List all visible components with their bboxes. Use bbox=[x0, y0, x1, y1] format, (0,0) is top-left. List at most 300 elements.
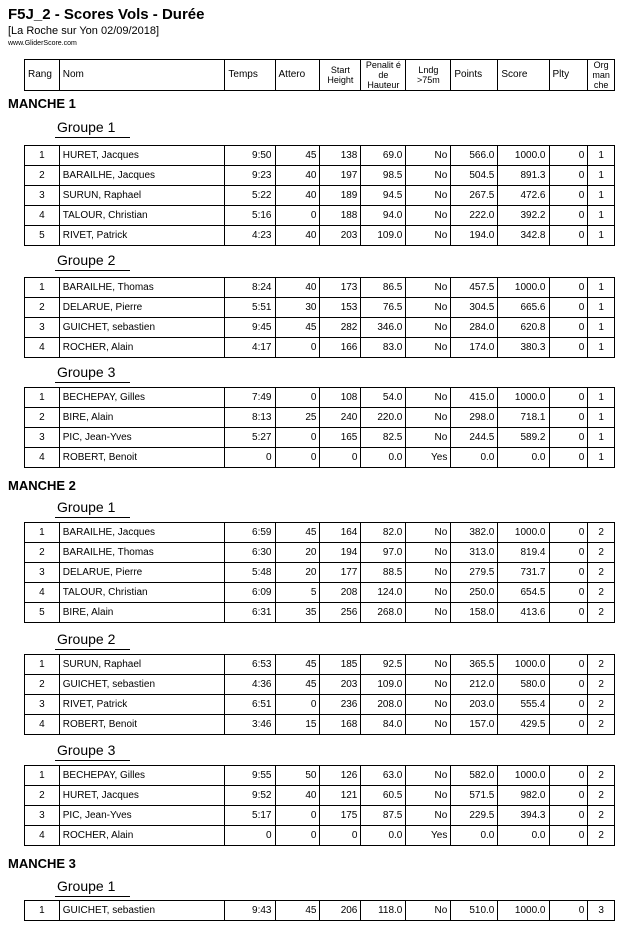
landing-over-75-cell: No bbox=[406, 523, 451, 543]
landing-cell: 0 bbox=[275, 206, 320, 226]
penalty-cell: 0 bbox=[549, 318, 588, 338]
rank-cell: 4 bbox=[25, 583, 60, 603]
start-height-cell: 185 bbox=[320, 655, 361, 675]
score-cell: 1000.0 bbox=[498, 901, 549, 921]
table-row bbox=[25, 901, 615, 921]
height-penalty-cell: 82.0 bbox=[361, 523, 406, 543]
results-table bbox=[24, 900, 615, 921]
name-cell: BECHEPAY, Gilles bbox=[59, 388, 225, 408]
penalty-cell: 0 bbox=[549, 298, 588, 318]
points-cell: 279.5 bbox=[451, 563, 498, 583]
results-table bbox=[24, 145, 615, 246]
points-cell: 244.5 bbox=[451, 428, 498, 448]
points-cell: 229.5 bbox=[451, 806, 498, 826]
height-penalty-cell: 124.0 bbox=[361, 583, 406, 603]
landing-cell: 5 bbox=[275, 583, 320, 603]
name-cell: BECHEPAY, Gilles bbox=[59, 766, 225, 786]
points-cell: 566.0 bbox=[451, 146, 498, 166]
height-penalty-cell: 86.5 bbox=[361, 278, 406, 298]
penalty-cell: 0 bbox=[549, 695, 588, 715]
height-penalty-cell: 0.0 bbox=[361, 448, 406, 468]
start-height-cell: 197 bbox=[320, 166, 361, 186]
rank-cell: 4 bbox=[25, 206, 60, 226]
rank-cell: 3 bbox=[25, 563, 60, 583]
round-cell: 3 bbox=[588, 901, 615, 921]
landing-over-75-cell: No bbox=[406, 901, 451, 921]
start-height-cell: 203 bbox=[320, 226, 361, 246]
landing-over-75-cell: No bbox=[406, 543, 451, 563]
table-row bbox=[25, 583, 615, 603]
height-penalty-cell: 208.0 bbox=[361, 695, 406, 715]
points-cell: 174.0 bbox=[451, 338, 498, 358]
event-subtitle: [La Roche sur Yon 02/09/2018] bbox=[8, 25, 160, 37]
start-height-cell: 165 bbox=[320, 428, 361, 448]
landing-cell: 45 bbox=[275, 901, 320, 921]
landing-cell: 45 bbox=[275, 318, 320, 338]
table-row bbox=[25, 826, 615, 846]
landing-over-75-cell: Yes bbox=[406, 826, 451, 846]
landing-cell: 0 bbox=[275, 826, 320, 846]
time-cell: 4:23 bbox=[225, 226, 275, 246]
score-cell: 982.0 bbox=[498, 786, 549, 806]
score-cell: 380.3 bbox=[498, 338, 549, 358]
table-row bbox=[25, 226, 615, 246]
landing-over-75-cell: No bbox=[406, 146, 451, 166]
landing-over-75-cell: No bbox=[406, 583, 451, 603]
landing-over-75-cell: No bbox=[406, 408, 451, 428]
rank-cell: 4 bbox=[25, 338, 60, 358]
landing-over-75-cell: No bbox=[406, 298, 451, 318]
col-header-rang: Rang bbox=[25, 60, 60, 91]
start-height-cell: 236 bbox=[320, 695, 361, 715]
points-cell: 382.0 bbox=[451, 523, 498, 543]
landing-over-75-cell: No bbox=[406, 563, 451, 583]
height-penalty-cell: 94.5 bbox=[361, 186, 406, 206]
start-height-cell: 175 bbox=[320, 806, 361, 826]
time-cell: 9:50 bbox=[225, 146, 275, 166]
table-row bbox=[25, 543, 615, 563]
score-cell: 654.5 bbox=[498, 583, 549, 603]
penalty-cell: 0 bbox=[549, 186, 588, 206]
score-cell: 665.6 bbox=[498, 298, 549, 318]
score-cell: 1000.0 bbox=[498, 655, 549, 675]
rank-cell: 5 bbox=[25, 226, 60, 246]
points-cell: 0.0 bbox=[451, 826, 498, 846]
points-cell: 212.0 bbox=[451, 675, 498, 695]
time-cell: 0 bbox=[225, 448, 275, 468]
table-row bbox=[25, 388, 615, 408]
start-height-cell: 208 bbox=[320, 583, 361, 603]
landing-cell: 40 bbox=[275, 186, 320, 206]
time-cell: 5:16 bbox=[225, 206, 275, 226]
time-cell: 6:09 bbox=[225, 583, 275, 603]
points-cell: 457.5 bbox=[451, 278, 498, 298]
round-cell: 2 bbox=[588, 563, 615, 583]
table-row bbox=[25, 186, 615, 206]
landing-cell: 45 bbox=[275, 146, 320, 166]
landing-over-75-cell: No bbox=[406, 318, 451, 338]
score-cell: 1000.0 bbox=[498, 278, 549, 298]
landing-over-75-cell: No bbox=[406, 603, 451, 623]
time-cell: 6:53 bbox=[225, 655, 275, 675]
name-cell: BARAILHE, Thomas bbox=[59, 543, 225, 563]
round-cell: 1 bbox=[588, 298, 615, 318]
penalty-cell: 0 bbox=[549, 543, 588, 563]
height-penalty-cell: 118.0 bbox=[361, 901, 406, 921]
time-cell: 3:46 bbox=[225, 715, 275, 735]
name-cell: BARAILHE, Jacques bbox=[59, 523, 225, 543]
height-penalty-cell: 54.0 bbox=[361, 388, 406, 408]
round-cell: 2 bbox=[588, 715, 615, 735]
start-height-cell: 189 bbox=[320, 186, 361, 206]
landing-cell: 50 bbox=[275, 766, 320, 786]
start-height-cell: 0 bbox=[320, 826, 361, 846]
height-penalty-cell: 88.5 bbox=[361, 563, 406, 583]
height-penalty-cell: 220.0 bbox=[361, 408, 406, 428]
start-height-cell: 240 bbox=[320, 408, 361, 428]
table-row bbox=[25, 428, 615, 448]
name-cell: TALOUR, Christian bbox=[59, 583, 225, 603]
start-height-cell: 164 bbox=[320, 523, 361, 543]
score-cell: 819.4 bbox=[498, 543, 549, 563]
start-height-cell: 194 bbox=[320, 543, 361, 563]
penalty-cell: 0 bbox=[549, 226, 588, 246]
penalty-cell: 0 bbox=[549, 428, 588, 448]
manche-title: MANCHE 3 bbox=[8, 856, 76, 871]
score-cell: 589.2 bbox=[498, 428, 549, 448]
landing-cell: 25 bbox=[275, 408, 320, 428]
penalty-cell: 0 bbox=[549, 675, 588, 695]
name-cell: TALOUR, Christian bbox=[59, 206, 225, 226]
table-row bbox=[25, 338, 615, 358]
start-height-cell: 153 bbox=[320, 298, 361, 318]
score-cell: 580.0 bbox=[498, 675, 549, 695]
landing-cell: 45 bbox=[275, 675, 320, 695]
landing-cell: 40 bbox=[275, 226, 320, 246]
landing-cell: 45 bbox=[275, 523, 320, 543]
rank-cell: 4 bbox=[25, 448, 60, 468]
round-cell: 1 bbox=[588, 428, 615, 448]
table-row bbox=[25, 603, 615, 623]
time-cell: 9:52 bbox=[225, 786, 275, 806]
round-cell: 2 bbox=[588, 583, 615, 603]
round-cell: 2 bbox=[588, 523, 615, 543]
start-height-cell: 203 bbox=[320, 675, 361, 695]
time-cell: 0 bbox=[225, 826, 275, 846]
time-cell: 9:43 bbox=[225, 901, 275, 921]
penalty-cell: 0 bbox=[549, 408, 588, 428]
table-row bbox=[25, 298, 615, 318]
rank-cell: 1 bbox=[25, 655, 60, 675]
points-cell: 157.0 bbox=[451, 715, 498, 735]
score-cell: 392.2 bbox=[498, 206, 549, 226]
table-row bbox=[25, 408, 615, 428]
landing-cell: 0 bbox=[275, 695, 320, 715]
score-cell: 429.5 bbox=[498, 715, 549, 735]
rank-cell: 2 bbox=[25, 408, 60, 428]
name-cell: SURUN, Raphael bbox=[59, 186, 225, 206]
start-height-cell: 138 bbox=[320, 146, 361, 166]
table-row bbox=[25, 278, 615, 298]
name-cell: HURET, Jacques bbox=[59, 786, 225, 806]
results-table bbox=[24, 765, 615, 846]
col-header-penalty-total: Plty bbox=[549, 60, 588, 91]
score-cell: 1000.0 bbox=[498, 388, 549, 408]
rank-cell: 5 bbox=[25, 603, 60, 623]
landing-over-75-cell: No bbox=[406, 428, 451, 448]
rank-cell: 3 bbox=[25, 806, 60, 826]
height-penalty-cell: 83.0 bbox=[361, 338, 406, 358]
results-table bbox=[24, 387, 615, 468]
penalty-cell: 0 bbox=[549, 603, 588, 623]
table-row bbox=[25, 766, 615, 786]
penalty-cell: 0 bbox=[549, 206, 588, 226]
start-height-cell: 188 bbox=[320, 206, 361, 226]
points-cell: 365.5 bbox=[451, 655, 498, 675]
time-cell: 9:45 bbox=[225, 318, 275, 338]
height-penalty-cell: 63.0 bbox=[361, 766, 406, 786]
points-cell: 222.0 bbox=[451, 206, 498, 226]
landing-over-75-cell: No bbox=[406, 226, 451, 246]
score-cell: 413.6 bbox=[498, 603, 549, 623]
results-table bbox=[24, 277, 615, 358]
landing-over-75-cell: No bbox=[406, 675, 451, 695]
rank-cell: 4 bbox=[25, 826, 60, 846]
landing-over-75-cell: No bbox=[406, 695, 451, 715]
round-cell: 2 bbox=[588, 806, 615, 826]
col-header-nom: Nom bbox=[59, 60, 225, 91]
table-row bbox=[25, 318, 615, 338]
round-cell: 2 bbox=[588, 543, 615, 563]
penalty-cell: 0 bbox=[549, 901, 588, 921]
landing-over-75-cell: No bbox=[406, 655, 451, 675]
height-penalty-cell: 69.0 bbox=[361, 146, 406, 166]
website-label: www.GliderScore.com bbox=[8, 40, 77, 47]
start-height-cell: 177 bbox=[320, 563, 361, 583]
height-penalty-cell: 82.5 bbox=[361, 428, 406, 448]
col-header-temps: Temps bbox=[225, 60, 275, 91]
score-cell: 731.7 bbox=[498, 563, 549, 583]
penalty-cell: 0 bbox=[549, 806, 588, 826]
time-cell: 5:27 bbox=[225, 428, 275, 448]
penalty-cell: 0 bbox=[549, 338, 588, 358]
round-cell: 1 bbox=[588, 206, 615, 226]
table-row bbox=[25, 206, 615, 226]
penalty-cell: 0 bbox=[549, 278, 588, 298]
time-cell: 9:55 bbox=[225, 766, 275, 786]
landing-over-75-cell: No bbox=[406, 338, 451, 358]
time-cell: 6:31 bbox=[225, 603, 275, 623]
rank-cell: 1 bbox=[25, 278, 60, 298]
time-cell: 5:51 bbox=[225, 298, 275, 318]
landing-over-75-cell: Yes bbox=[406, 448, 451, 468]
landing-over-75-cell: No bbox=[406, 806, 451, 826]
table-row bbox=[25, 675, 615, 695]
table-row bbox=[25, 448, 615, 468]
name-cell: PIC, Jean-Yves bbox=[59, 806, 225, 826]
round-cell: 1 bbox=[588, 448, 615, 468]
round-cell: 1 bbox=[588, 338, 615, 358]
landing-cell: 35 bbox=[275, 603, 320, 623]
start-height-cell: 173 bbox=[320, 278, 361, 298]
time-cell: 5:22 bbox=[225, 186, 275, 206]
height-penalty-cell: 0.0 bbox=[361, 826, 406, 846]
penalty-cell: 0 bbox=[549, 166, 588, 186]
name-cell: BIRE, Alain bbox=[59, 603, 225, 623]
score-cell: 0.0 bbox=[498, 826, 549, 846]
name-cell: GUICHET, sebastien bbox=[59, 318, 225, 338]
points-cell: 313.0 bbox=[451, 543, 498, 563]
points-cell: 284.0 bbox=[451, 318, 498, 338]
group-title: Groupe 2 bbox=[57, 631, 115, 647]
rank-cell: 2 bbox=[25, 786, 60, 806]
height-penalty-cell: 97.0 bbox=[361, 543, 406, 563]
start-height-cell: 168 bbox=[320, 715, 361, 735]
height-penalty-cell: 268.0 bbox=[361, 603, 406, 623]
landing-cell: 45 bbox=[275, 655, 320, 675]
group-title: Groupe 3 bbox=[57, 742, 115, 758]
score-cell: 718.1 bbox=[498, 408, 549, 428]
col-header-attero: Attero bbox=[275, 60, 320, 91]
landing-cell: 0 bbox=[275, 388, 320, 408]
table-row bbox=[25, 146, 615, 166]
start-height-cell: 108 bbox=[320, 388, 361, 408]
penalty-cell: 0 bbox=[549, 388, 588, 408]
name-cell: ROBERT, Benoit bbox=[59, 448, 225, 468]
points-cell: 571.5 bbox=[451, 786, 498, 806]
landing-cell: 0 bbox=[275, 338, 320, 358]
col-header-penalty: Penalit é de Hauteur bbox=[361, 60, 406, 91]
score-cell: 891.3 bbox=[498, 166, 549, 186]
start-height-cell: 126 bbox=[320, 766, 361, 786]
time-cell: 7:49 bbox=[225, 388, 275, 408]
name-cell: BARAILHE, Jacques bbox=[59, 166, 225, 186]
name-cell: ROBERT, Benoit bbox=[59, 715, 225, 735]
landing-cell: 40 bbox=[275, 278, 320, 298]
col-header-start-height: Start Height bbox=[320, 60, 361, 91]
group-title: Groupe 1 bbox=[57, 119, 115, 135]
points-cell: 510.0 bbox=[451, 901, 498, 921]
name-cell: GUICHET, sebastien bbox=[59, 675, 225, 695]
name-cell: ROCHER, Alain bbox=[59, 826, 225, 846]
round-cell: 1 bbox=[588, 408, 615, 428]
rank-cell: 3 bbox=[25, 428, 60, 448]
landing-cell: 20 bbox=[275, 543, 320, 563]
points-cell: 158.0 bbox=[451, 603, 498, 623]
score-cell: 1000.0 bbox=[498, 146, 549, 166]
time-cell: 8:24 bbox=[225, 278, 275, 298]
name-cell: DELARUE, Pierre bbox=[59, 298, 225, 318]
height-penalty-cell: 60.5 bbox=[361, 786, 406, 806]
landing-over-75-cell: No bbox=[406, 766, 451, 786]
height-penalty-cell: 346.0 bbox=[361, 318, 406, 338]
start-height-cell: 166 bbox=[320, 338, 361, 358]
time-cell: 4:36 bbox=[225, 675, 275, 695]
rank-cell: 2 bbox=[25, 543, 60, 563]
group-title: Groupe 1 bbox=[57, 878, 115, 894]
start-height-cell: 0 bbox=[320, 448, 361, 468]
points-cell: 267.5 bbox=[451, 186, 498, 206]
points-cell: 203.0 bbox=[451, 695, 498, 715]
round-cell: 1 bbox=[588, 166, 615, 186]
penalty-cell: 0 bbox=[549, 715, 588, 735]
landing-over-75-cell: No bbox=[406, 166, 451, 186]
score-cell: 1000.0 bbox=[498, 523, 549, 543]
round-cell: 1 bbox=[588, 186, 615, 206]
start-height-cell: 282 bbox=[320, 318, 361, 338]
round-cell: 2 bbox=[588, 603, 615, 623]
round-cell: 1 bbox=[588, 318, 615, 338]
round-cell: 2 bbox=[588, 766, 615, 786]
name-cell: GUICHET, sebastien bbox=[59, 901, 225, 921]
time-cell: 5:17 bbox=[225, 806, 275, 826]
landing-cell: 20 bbox=[275, 563, 320, 583]
landing-cell: 40 bbox=[275, 166, 320, 186]
round-cell: 2 bbox=[588, 826, 615, 846]
rank-cell: 2 bbox=[25, 675, 60, 695]
name-cell: ROCHER, Alain bbox=[59, 338, 225, 358]
time-cell: 6:59 bbox=[225, 523, 275, 543]
round-cell: 1 bbox=[588, 278, 615, 298]
column-header-table bbox=[24, 59, 615, 91]
points-cell: 298.0 bbox=[451, 408, 498, 428]
height-penalty-cell: 76.5 bbox=[361, 298, 406, 318]
penalty-cell: 0 bbox=[549, 583, 588, 603]
landing-over-75-cell: No bbox=[406, 278, 451, 298]
score-cell: 0.0 bbox=[498, 448, 549, 468]
points-cell: 582.0 bbox=[451, 766, 498, 786]
landing-cell: 0 bbox=[275, 806, 320, 826]
rank-cell: 1 bbox=[25, 146, 60, 166]
col-header-points: Points bbox=[451, 60, 498, 91]
manche-title: MANCHE 1 bbox=[8, 96, 76, 111]
score-cell: 472.6 bbox=[498, 186, 549, 206]
table-row bbox=[25, 563, 615, 583]
landing-cell: 40 bbox=[275, 786, 320, 806]
round-cell: 1 bbox=[588, 226, 615, 246]
table-row bbox=[25, 806, 615, 826]
rank-cell: 2 bbox=[25, 298, 60, 318]
penalty-cell: 0 bbox=[549, 448, 588, 468]
name-cell: HURET, Jacques bbox=[59, 146, 225, 166]
time-cell: 9:23 bbox=[225, 166, 275, 186]
score-cell: 555.4 bbox=[498, 695, 549, 715]
landing-over-75-cell: No bbox=[406, 206, 451, 226]
name-cell: PIC, Jean-Yves bbox=[59, 428, 225, 448]
rank-cell: 3 bbox=[25, 695, 60, 715]
rank-cell: 1 bbox=[25, 766, 60, 786]
table-row bbox=[25, 523, 615, 543]
round-cell: 2 bbox=[588, 695, 615, 715]
height-penalty-cell: 92.5 bbox=[361, 655, 406, 675]
col-header-landing: Lndg >75m bbox=[406, 60, 451, 91]
table-row bbox=[25, 655, 615, 675]
time-cell: 4:17 bbox=[225, 338, 275, 358]
points-cell: 415.0 bbox=[451, 388, 498, 408]
penalty-cell: 0 bbox=[549, 655, 588, 675]
time-cell: 6:30 bbox=[225, 543, 275, 563]
penalty-cell: 0 bbox=[549, 826, 588, 846]
time-cell: 6:51 bbox=[225, 695, 275, 715]
col-header-org-manche: Org man che bbox=[588, 60, 615, 91]
group-title: Groupe 1 bbox=[57, 499, 115, 515]
time-cell: 5:48 bbox=[225, 563, 275, 583]
table-row bbox=[25, 786, 615, 806]
landing-cell: 0 bbox=[275, 448, 320, 468]
landing-cell: 0 bbox=[275, 428, 320, 448]
table-row bbox=[25, 166, 615, 186]
score-cell: 394.3 bbox=[498, 806, 549, 826]
